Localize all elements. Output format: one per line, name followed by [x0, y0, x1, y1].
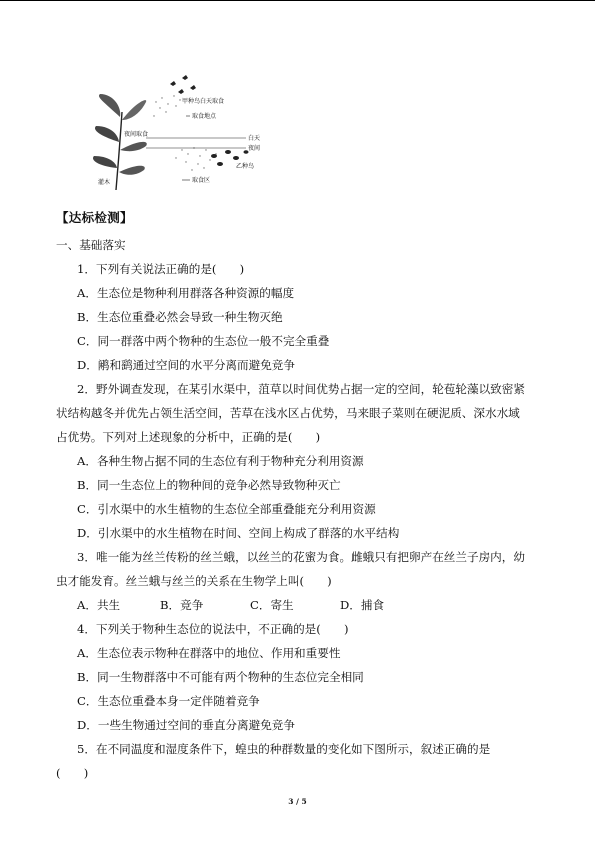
figure-label-0: 甲种鸟白天取食 [182, 98, 225, 105]
q3-option-d: D．捕食 [340, 598, 385, 612]
q3-line-2: 虫才能发育。丝兰蛾与丝兰的关系在生物学上叫( ) [56, 574, 332, 588]
q5-line-2: ( ) [56, 766, 89, 780]
q2-option-d: D．引水渠中的水生植物在时间、空间上构成了群落的水平结构 [77, 526, 400, 540]
figure-label-5: 夜间取食 [124, 131, 149, 138]
figure-label-3: 夜间 [248, 145, 261, 152]
q4-option-a: A．生态位表示物种在群落中的地位、作用和重要性 [77, 646, 341, 660]
q4-option-c: C．生态位重叠本身一定伴随着竞争 [77, 694, 260, 708]
q4-option-d: D．一些生物通过空间的垂直分离避免竞争 [77, 718, 295, 732]
figure-label-7: 灌木 [98, 179, 111, 186]
top-rule [0, 0, 595, 1]
q5-line-1: 5．在不同温度和湿度条件下，蝗虫的种群数量的变化如下图所示，叙述正确的是 [77, 742, 491, 756]
q3-option-a: A．共生 [77, 598, 121, 612]
q2-option-c: C．引水渠中的水生植物的生态位全部重叠能充分利用资源 [77, 502, 376, 516]
q1-option-b: B．生态位重叠必然会导致一种生物灭绝 [77, 310, 283, 324]
q3-option-b: B．竞争 [160, 598, 204, 612]
figure-label-1: 取食地点 [192, 113, 217, 120]
page-number: 3 / 5 [288, 797, 307, 806]
q3-option-c: C．寄生 [250, 598, 294, 612]
subsection-title: 一、基础落实 [56, 238, 126, 252]
q1-option-c: C．同一群落中两个物种的生态位一般不完全重叠 [77, 334, 330, 348]
q2-option-a: A．各种生物占据不同的生态位有利于物种充分利用资源 [77, 454, 364, 468]
q1-stem: 1．下列有关说法正确的是( ) [77, 262, 245, 276]
q2-line-3: 占优势。下列对上述现象的分析中，正确的是( ) [56, 430, 321, 444]
q3-line-1: 3．唯一能为丝兰传粉的丝兰蛾，以丝兰的花蜜为食。雌蛾只有把卵产在丝兰子房内，幼 [77, 550, 525, 564]
q4-option-b: B．同一生物群落中不可能有两个物种的生态位完全相同 [77, 670, 364, 684]
q2-line-2: 状结构越冬并优先占领生活空间，苦草在浅水区占优势，马来眼子菜则在硬泥质、深水水域 [56, 406, 520, 420]
q1-option-a: A．生态位是物种利用群落各种资源的幅度 [77, 286, 295, 300]
q2-line-1: 2．野外调查发现，在某引水渠中，菹草以时间优势占据一定的空间，轮苞轮藻以致密紧 [77, 382, 525, 396]
figure-label-2: 白天 [248, 135, 261, 142]
ecology-diagram [86, 72, 296, 194]
plant-birds-illustration [86, 72, 296, 194]
q4-stem: 4．下列关于物种生态位的说法中，不正确的是( ) [77, 622, 349, 636]
figure-label-4: 乙种鸟 [236, 163, 255, 170]
q2-option-b: B．同一生态位上的物种间的竞争必然导致物种灭亡 [77, 478, 341, 492]
section-heading: 【达标检测】 [56, 210, 133, 225]
q1-option-d: D．鹇和鹞通过空间的水平分离而避免竞争 [77, 358, 295, 372]
figure-label-6: 取食区 [192, 177, 211, 184]
